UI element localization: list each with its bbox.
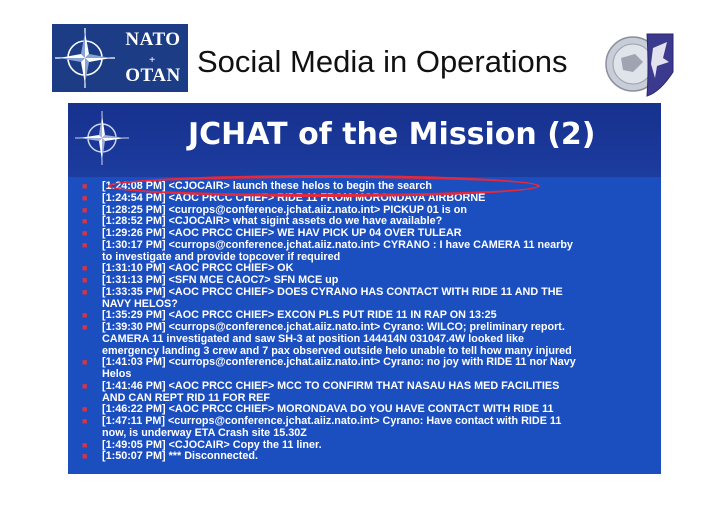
bullet-icon: ■ (82, 263, 88, 274)
chat-line-text: [1:46:22 PM] <AOC PRCC CHIEF> MORONDAVA DO YOU HAVE CONTACT WITH RIDE 11 (102, 403, 554, 416)
bullet-icon: ■ (82, 239, 88, 250)
chat-line-text: [1:50:07 PM] *** Disconnected. (102, 450, 259, 463)
bullet-icon: ■ (82, 181, 88, 191)
bullet-icon: ■ (82, 404, 88, 415)
bullet-icon: ■ (82, 275, 88, 285)
jchat-slide-image (68, 103, 661, 474)
chat-line-text: [1:39:30 PM] <currops@conference.jchat.aiiz.nato.int> Cyrano: WILCO; preliminary report. (102, 321, 565, 333)
chat-log (68, 177, 661, 474)
bullet-icon: ■ (82, 192, 88, 203)
nato-otan-logo (52, 24, 188, 92)
chat-line-text: [1:29:26 PM] <AOC PRCC CHIEF> WE HAV PICK UP 04 OVER TULEAR (102, 227, 462, 239)
nato-otan-wordmark (118, 24, 188, 92)
chat-line-text: [1:30:17 PM] <currops@conference.jchat.aiiz.nato.int> CYRANO : I have CAMERA 11 nearby (102, 238, 573, 251)
chat-line-text: [1:28:52 PM] <CJOCAIR> what sigint assets do we have available? (102, 215, 443, 228)
slide-header-band (68, 103, 661, 177)
bullet-icon: ■ (82, 451, 88, 462)
chat-line-list (80, 181, 576, 463)
chat-line-text: [1:28:25 PM] <currops@conference.jchat.aiiz.nato.int> PICKUP 01 is on (102, 203, 467, 216)
chat-line (80, 357, 576, 369)
chat-line-text: [1:47:11 PM] <currops@conference.jchat.aiiz.nato.int> Cyrano: Have contact with RIDE 11 (102, 415, 562, 427)
chat-line-text: [1:24:54 PM] <AOC PRCC CHIEF> RIDE 11 FROM MORONDAVA AIRBORNE (102, 191, 486, 204)
chat-line-text: [1:49:05 PM] <CJOCAIR> Copy the 11 liner. (102, 438, 322, 451)
bullet-icon: ■ (82, 380, 88, 391)
chat-line-text: NAVY HELOS? (102, 297, 178, 310)
eagle-crest-icon (603, 28, 675, 98)
bullet-icon: ■ (82, 204, 88, 215)
chat-line-text: to investigate and provide topcover if required (102, 250, 341, 263)
bullet-icon: ■ (82, 416, 88, 426)
chat-line-text: [1:31:10 PM] <AOC PRCC CHIEF> OK (102, 262, 294, 275)
wordmark-separator-icon: + (149, 54, 156, 66)
bullet-icon: ■ (82, 228, 88, 238)
chat-line-text: [1:41:03 PM] <currops@conference.jchat.aiiz.nato.int> Cyrano: no joy with RIDE 11 nor Navy (102, 356, 576, 369)
slide-title: JCHAT of the Mission (2) (188, 117, 596, 152)
bullet-icon: ■ (82, 357, 88, 368)
chat-line-text: [1:41:46 PM] <AOC PRCC CHIEF> MCC TO CONFIRM THAT NASAU HAS MED FACILITIES (102, 379, 560, 392)
nato-compass-star-icon (52, 24, 118, 92)
chat-line-text: CAMERA 11 investigated and saw SH-3 at position 144414N 031047.4W looked like (102, 332, 525, 345)
chat-line-text: [1:35:29 PM] <AOC PRCC CHIEF> EXCON PLS PUT RIDE 11 IN RAP ON 13:25 (102, 309, 497, 322)
chat-line-text: AND CAN REPT RID 11 FOR REF (102, 391, 270, 404)
nato-star-icon (74, 109, 130, 167)
page-title: Social Media in Operations (197, 44, 568, 79)
chat-line-text: [1:24:08 PM] <CJOCAIR> launch these helos to begin the search (102, 180, 432, 192)
chat-line (80, 451, 576, 463)
otan-word: OTAN (125, 65, 181, 86)
bullet-icon: ■ (82, 286, 88, 297)
nato-word: NATO (125, 29, 181, 50)
chat-line-text: emergency landing 3 crew and 7 pax observed outside helo unable to tell how many injured (102, 344, 572, 357)
chat-line-text: now, is underway ETA Crash site 15.30Z (102, 426, 307, 439)
chat-line-text: [1:31:13 PM] <SFN MCE CAOC7> SFN MCE up (102, 274, 339, 286)
chat-line-text: [1:33:35 PM] <AOC PRCC CHIEF> DOES CYRANO HAS CONTACT WITH RIDE 11 AND THE (102, 285, 563, 298)
bullet-icon: ■ (82, 439, 88, 450)
bullet-icon: ■ (82, 216, 88, 227)
bullet-icon: ■ (82, 322, 88, 332)
chat-line-text: Helos (102, 368, 132, 380)
bullet-icon: ■ (82, 310, 88, 321)
highlight-oval (108, 175, 540, 197)
